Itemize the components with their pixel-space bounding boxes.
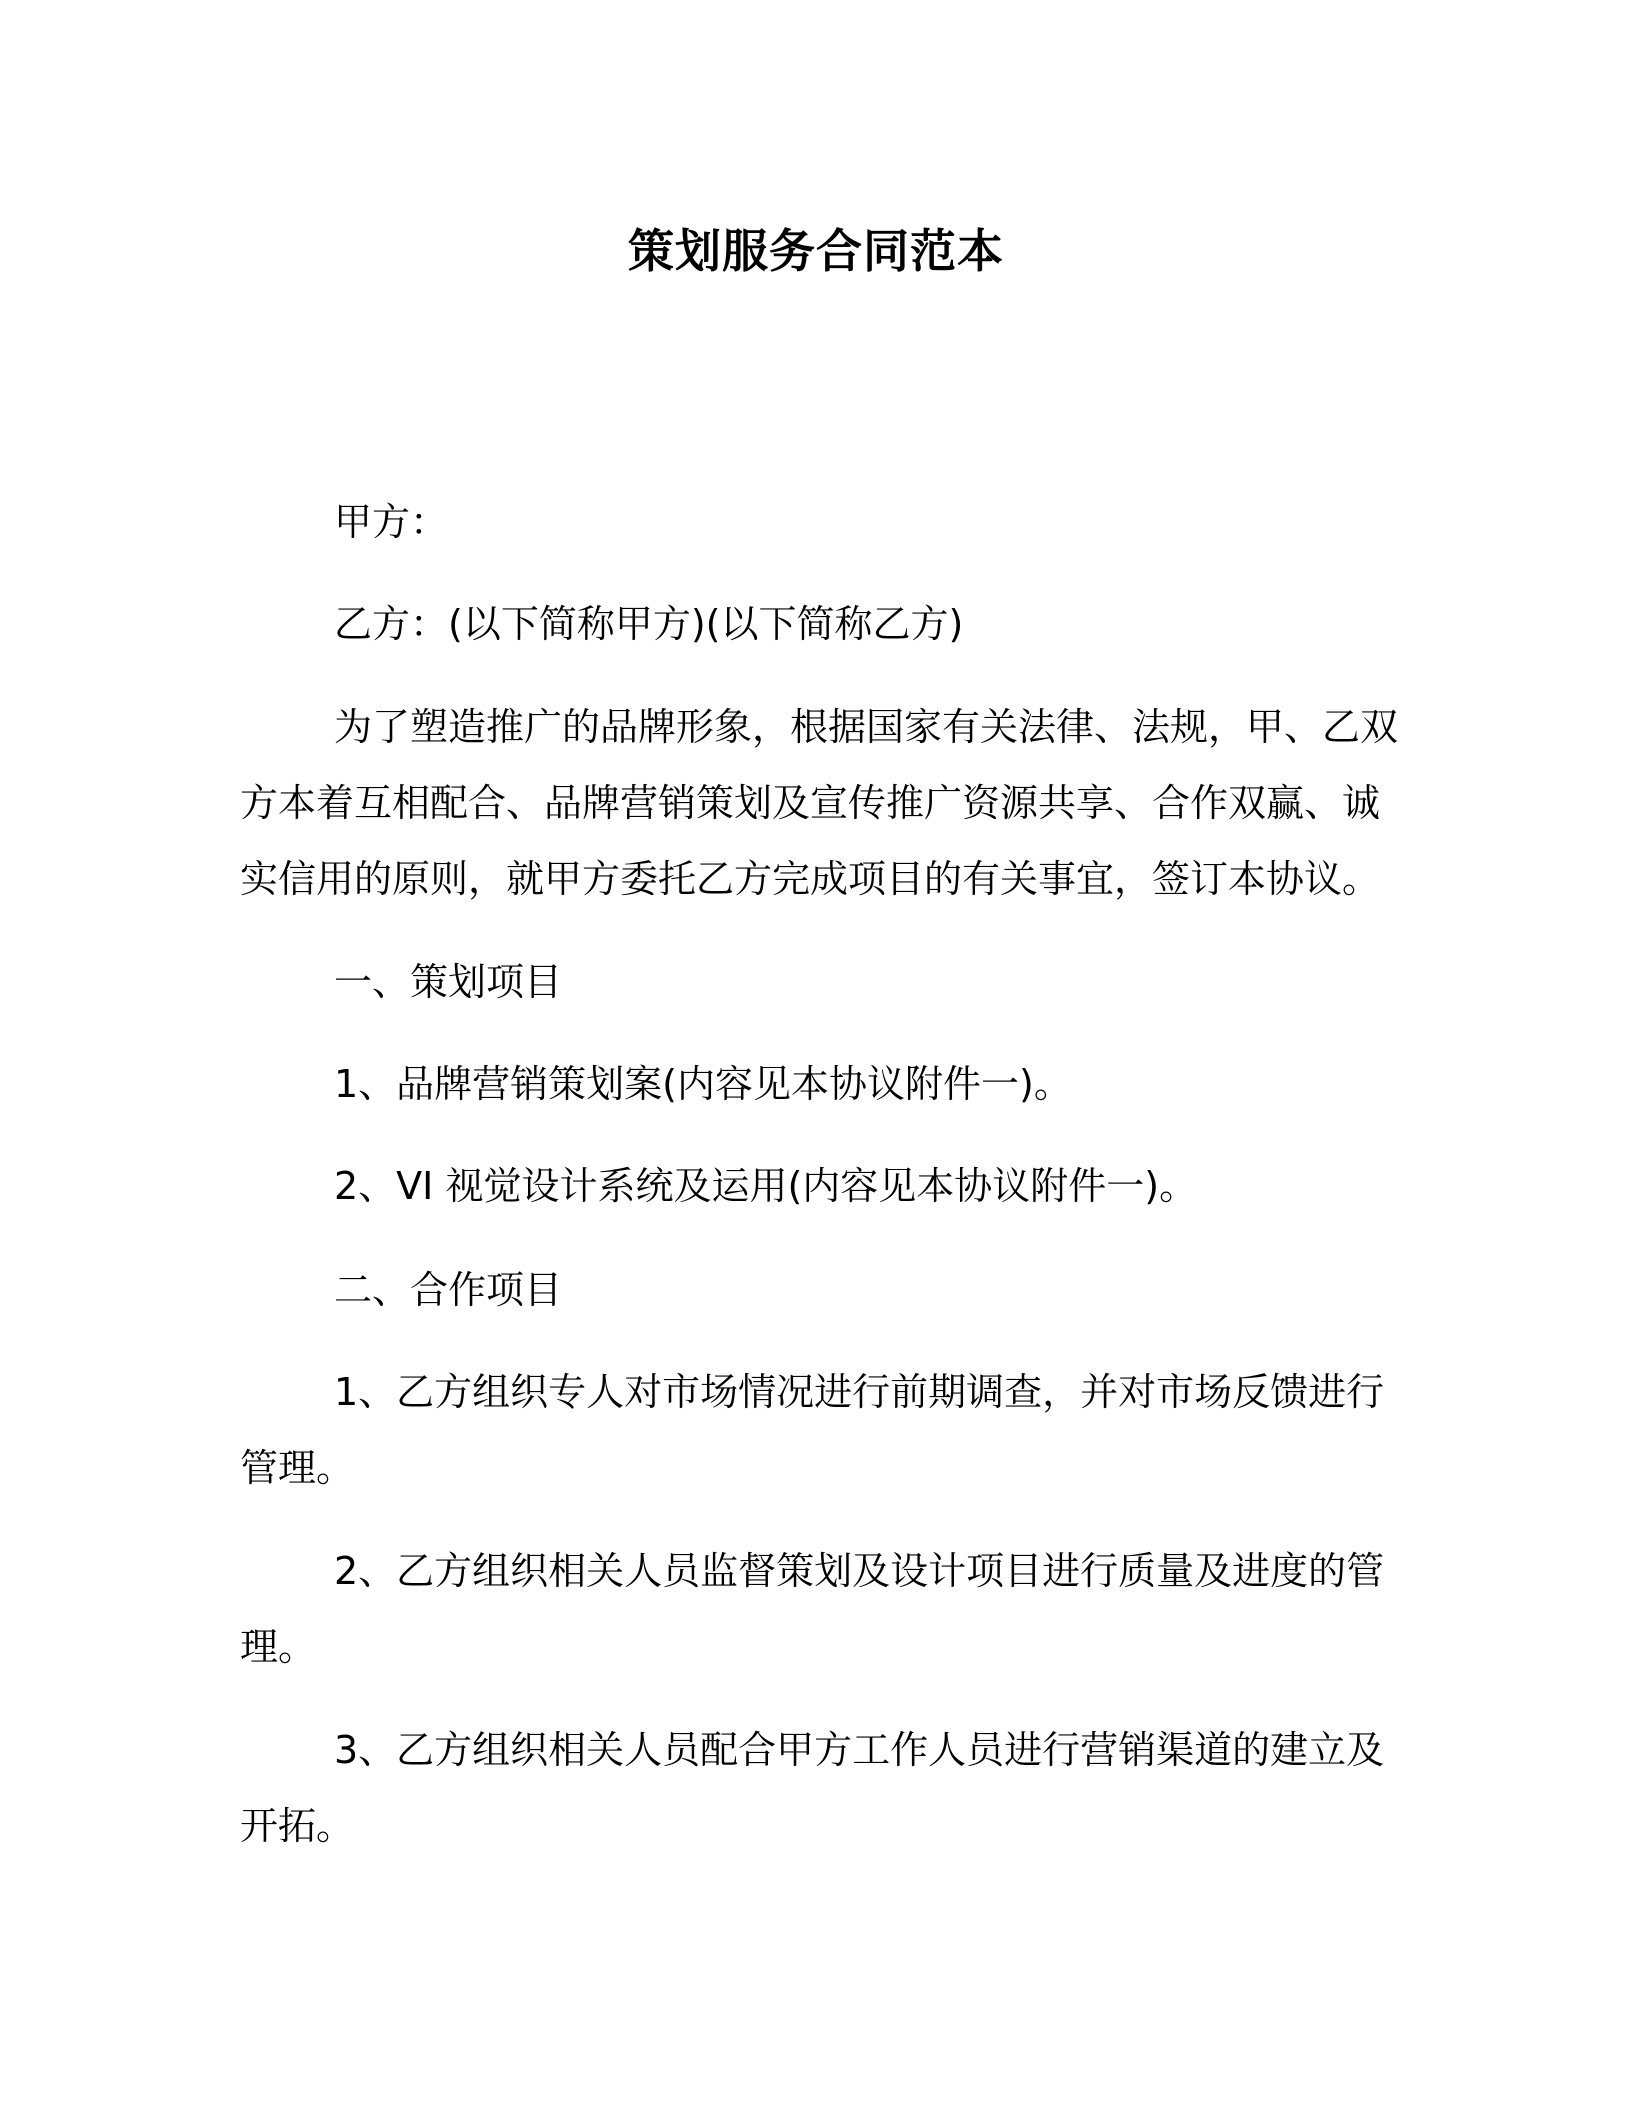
party-a-line: 甲方： xyxy=(334,500,449,544)
document-title: 策划服务合同范本 xyxy=(628,224,1004,278)
section-1-item-2: 2、VI 视觉设计系统及运用(内容见本协议附件一)。 xyxy=(334,1164,1198,1208)
section-2-item-3-line-2: 开拓。 xyxy=(240,1804,355,1848)
preamble-line-2: 方本着互相配合、品牌营销策划及宣传推广资源共享、合作双赢、诚 xyxy=(240,781,1381,825)
section-2-heading: 二、合作项目 xyxy=(334,1268,563,1312)
section-1-item-1: 1、品牌营销策划案(内容见本协议附件一)。 xyxy=(334,1062,1072,1106)
preamble-line-3: 实信用的原则，就甲方委托乙方完成项目的有关事宜，签订本协议。 xyxy=(240,857,1381,901)
section-1-heading: 一、策划项目 xyxy=(334,960,563,1004)
section-2-item-1-line-2: 管理。 xyxy=(240,1446,355,1490)
preamble-line-1: 为了塑造推广的品牌形象，根据国家有关法律、法规，甲、乙双 xyxy=(334,705,1399,749)
party-b-line: 乙方：(以下简称甲方)(以下简称乙方) xyxy=(334,602,964,646)
section-2-item-1-line-1: 1、乙方组织专人对市场情况进行前期调查，并对市场反馈进行 xyxy=(334,1370,1385,1414)
section-2-item-2-line-2: 理。 xyxy=(240,1625,317,1669)
section-2-item-3-line-1: 3、乙方组织相关人员配合甲方工作人员进行营销渠道的建立及 xyxy=(334,1728,1385,1772)
section-2-item-2-line-1: 2、乙方组织相关人员监督策划及设计项目进行质量及进度的管 xyxy=(334,1549,1385,1593)
